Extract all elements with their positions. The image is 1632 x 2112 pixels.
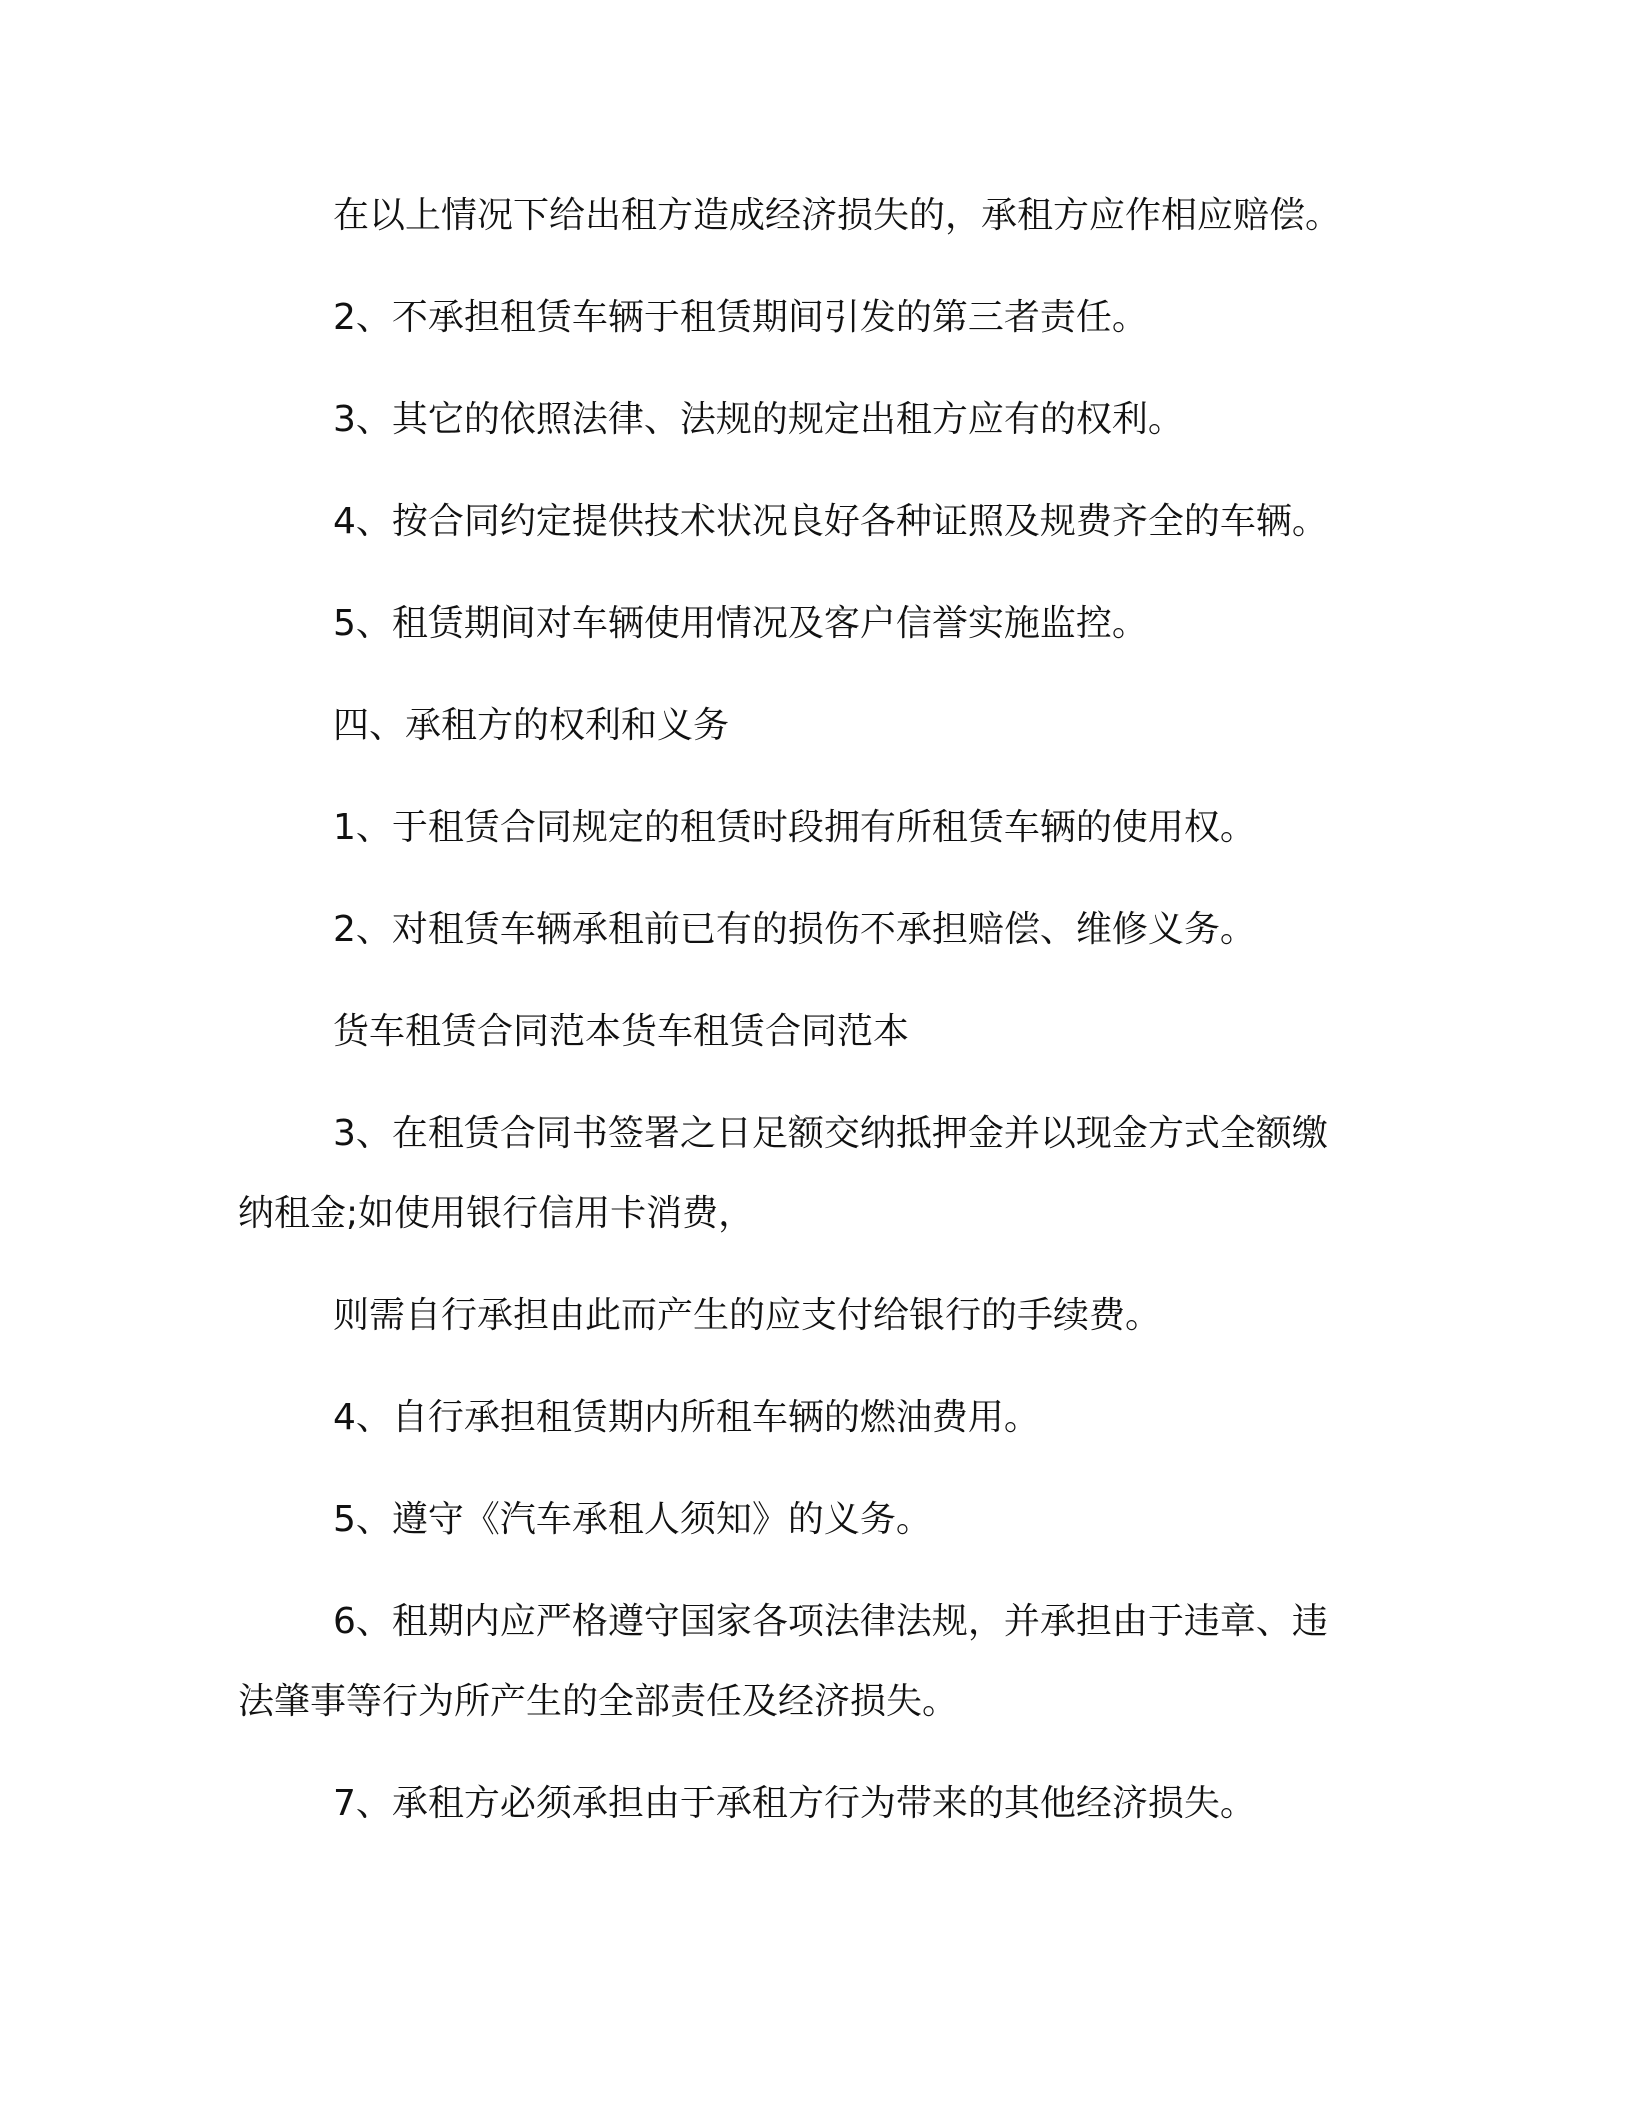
paragraph-line: 纳租金;如使用银行信用卡消费， [238,1193,755,1234]
paragraph: 货车租赁合同范本货车租赁合同范本 [333,1011,910,1052]
paragraph: 4、按合同约定提供技术状况良好各种证照及规费齐全的车辆。 [333,501,1328,542]
section-heading: 四、承租方的权利和义务 [333,705,730,746]
paragraph-line: 6、租期内应严格遵守国家各项法律法规，并承担由于违章、违 [333,1601,1328,1642]
paragraph: 7、承租方必须承担由于承租方行为带来的其他经济损失。 [333,1783,1256,1824]
paragraph: 1、于租赁合同规定的租赁时段拥有所租赁车辆的使用权。 [333,807,1256,848]
paragraph: 2、对租赁车辆承租前已有的损伤不承担赔偿、维修义务。 [333,909,1256,950]
paragraph-line: 3、在租赁合同书签署之日足额交纳抵押金并以现金方式全额缴 [333,1113,1328,1154]
paragraph: 在以上情况下给出租方造成经济损失的，承租方应作相应赔偿。 [333,195,1342,236]
paragraph: 4、自行承担租赁期内所租车辆的燃油费用。 [333,1397,1040,1438]
paragraph-line: 法肇事等行为所产生的全部责任及经济损失。 [238,1681,959,1722]
paragraph: 3、其它的依照法律、法规的规定出租方应有的权利。 [333,399,1184,440]
paragraph: 2、不承担租赁车辆于租赁期间引发的第三者责任。 [333,297,1148,338]
paragraph: 5、租赁期间对车辆使用情况及客户信誉实施监控。 [333,603,1148,644]
paragraph: 5、遵守《汽车承租人须知》的义务。 [333,1499,932,1540]
paragraph: 则需自行承担由此而产生的应支付给银行的手续费。 [333,1295,1162,1336]
